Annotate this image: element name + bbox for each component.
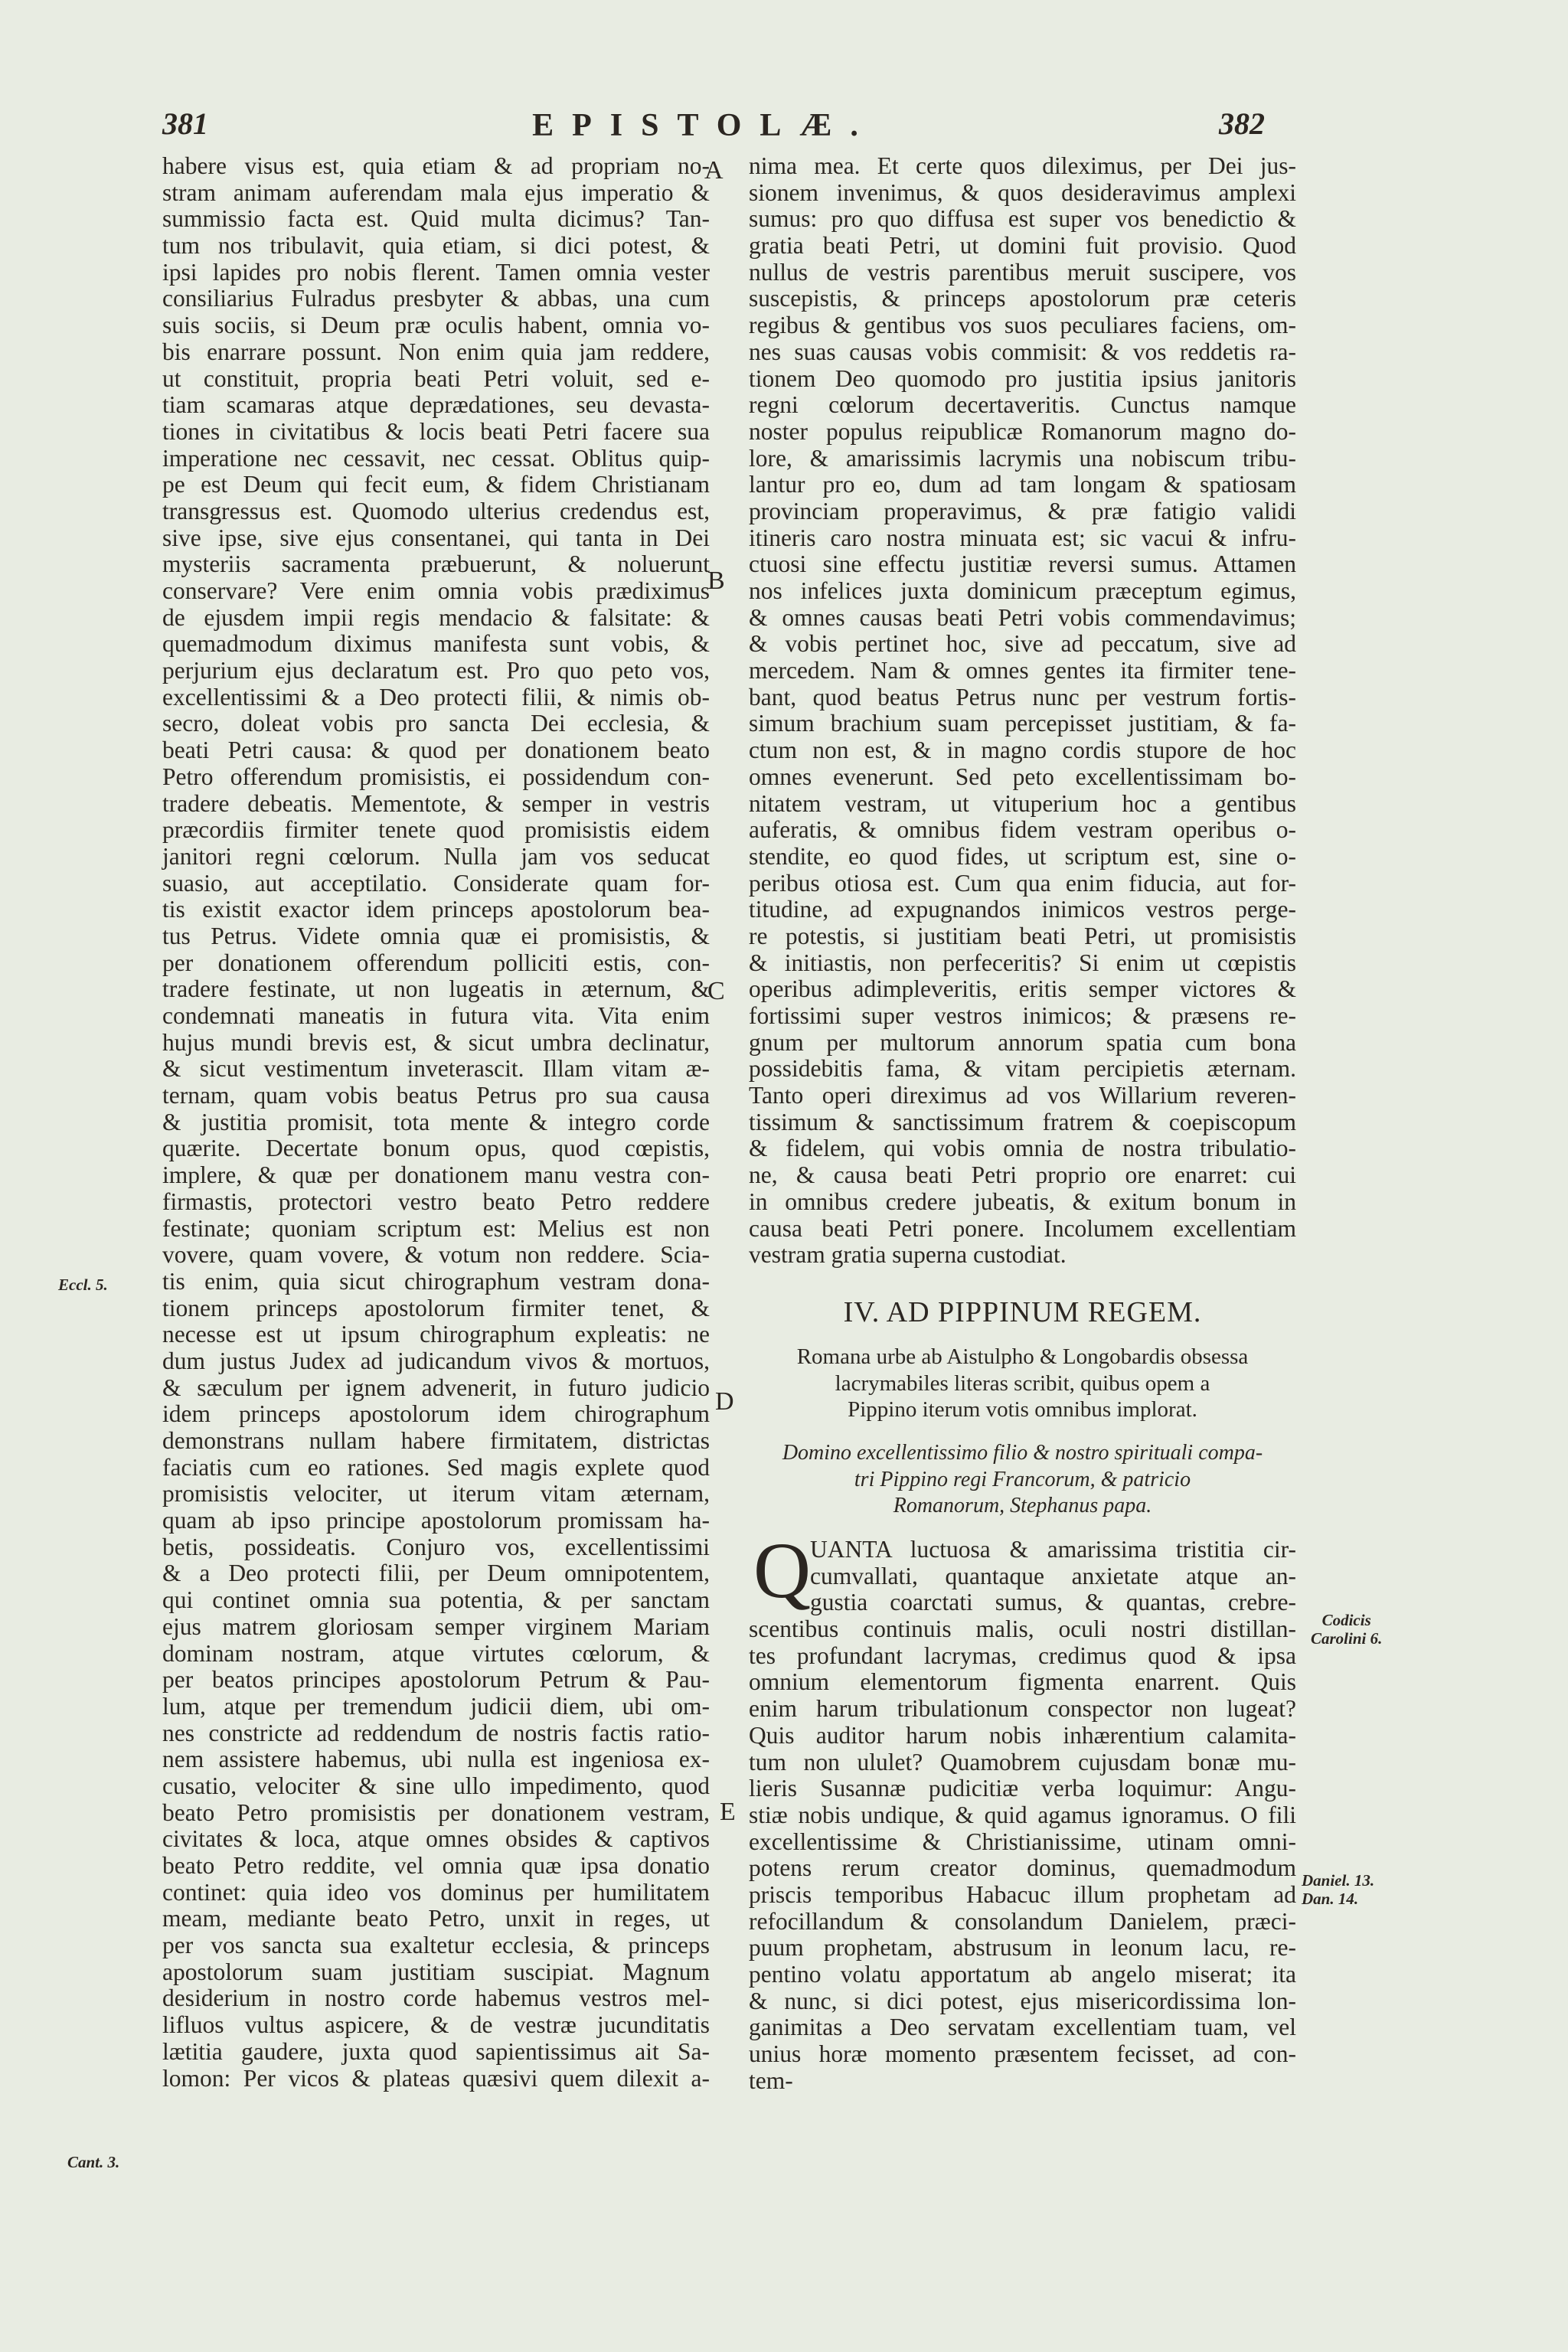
right-text-line: peribus otiosa est. Cum qua enim fiducia, aut for-: [749, 869, 1296, 897]
right-text-line: in omnibus credere jubeatis, & exitum bonum in: [749, 1187, 1296, 1215]
letter-line: scentibus continuis malis, oculi nostri distillan-: [749, 1615, 1296, 1643]
left-text-line: desiderium in nostro corde habemus vestros mel-: [162, 1984, 710, 2012]
right-column: [749, 153, 1296, 2094]
left-text-line: pe est Deum qui fecit eum, & fidem Christianam: [162, 471, 710, 498]
left-text-line: civitates & loca, atque omnes obsides & captivos: [162, 1825, 710, 1853]
letter-line: priscis temporibus Habacuc illum prophetam ad: [749, 1880, 1296, 1908]
letter-line: Quis auditor harum nobis inhærentium calamita-: [749, 1721, 1296, 1749]
right-text-line: ctum non est, & in magno cordis stupore de hoc: [749, 737, 1296, 764]
left-text-line: beato Petro promisistis per donationem vestram,: [162, 1798, 710, 1826]
left-text-line: transgressus est. Quomodo ulterius credendus est,: [162, 497, 710, 524]
letter-line: tes profundant lacrymas, credimus quod & ipsa: [749, 1642, 1296, 1669]
letter-line: unius horæ momento præsentem fecisset, ad con-: [749, 2040, 1296, 2068]
right-text-line: causa beati Petri ponere. Incolumem excellentiam: [749, 1214, 1296, 1242]
drop-cap: Q: [753, 1527, 812, 1615]
letter-line: ganimitas a Deo servatam excellentiam tuam, vel: [749, 2014, 1296, 2041]
left-text-line: beati Petri causa: & quod per donationem beato: [162, 737, 710, 764]
right-text-line: fortissimi super vestros inimicos; & præsens re-: [749, 1002, 1296, 1029]
right-text-line: nima mea. Et certe quos dileximus, per Dei jus-: [749, 152, 1296, 179]
letter-line: tem-: [749, 2066, 793, 2094]
section-heading: IV. AD PIPPINUM REGEM.: [843, 1295, 1202, 1328]
margin-note-daniel: Daniel. 13. Dan. 14.: [1302, 1871, 1375, 1908]
left-text-line: quemadmodum diximus manifesta sunt vobis, &: [162, 630, 710, 658]
margin-letter-c: C: [707, 977, 725, 1005]
left-text-line: ejus matrem gloriosam semper virginem Mariam: [162, 1612, 710, 1640]
left-text-line: tus Petrus. Videte omnia quæ ei promisistis, &: [162, 922, 710, 949]
letter-line: cumvallati, quantaque anxietate atque an-: [810, 1562, 1296, 1589]
page-number-left: 381: [162, 106, 208, 141]
letter-line: UANTA luctuosa & amarissima tristitia cir-: [810, 1536, 1296, 1563]
right-text-line: titudine, ad expugnandos inimicos vestros perge-: [749, 896, 1296, 923]
left-text-line: & sicut vestimentum inveterascit. Illam vitam æ-: [162, 1055, 710, 1083]
right-text-line: provinciam properavimus, & præ fatigio validi: [749, 497, 1296, 524]
left-text-line: dum justus Judex ad judicandum vivos & mortuos,: [162, 1347, 710, 1374]
left-text-line: excellentissimi & a Deo protecti filii, & nimis ob-: [162, 683, 710, 710]
letter-line: refocillandum & consolandum Danielem, præci-: [749, 1907, 1296, 1935]
letter-salutation: [749, 1440, 1296, 1520]
left-text-line: demonstrans nullam habere firmitatem, districtas: [162, 1427, 710, 1454]
right-text-line: & vobis pertinet hoc, sive ad peccatum, sive ad: [749, 630, 1296, 658]
left-text-line: stram animam auferendam mala ejus imperatio &: [162, 178, 710, 206]
left-text-line: bis enarrare possunt. Non enim quia jam reddere,: [162, 338, 710, 365]
letter-line: stiæ nobis undique, & quid agamus ignoramus. O fili: [749, 1801, 1296, 1828]
left-text-line: festinate; quoniam scriptum est: Melius est non: [162, 1214, 710, 1242]
left-text-line: tum nos tribulavit, quia etiam, si dici potest, &: [162, 232, 710, 260]
right-text-line: sionem invenimus, & quos desideravimus amplexi: [749, 178, 1296, 206]
left-column: [162, 153, 710, 2092]
left-text-line: quam ab ipso principe apostolorum promissam ha-: [162, 1507, 710, 1534]
left-text-line: de ejusdem impii regis mendacio & falsitate: &: [162, 603, 710, 631]
margin-letter-e: E: [720, 1798, 736, 1826]
left-text-line: condemnati maneatis in futura vita. Vita enim: [162, 1002, 710, 1029]
left-text-line: lomon: Per vicos & plateas quæsivi quem dilexit a-: [162, 2064, 710, 2092]
right-text-line: mercedem. Nam & omnes gentes ita firmiter tene-: [749, 657, 1296, 684]
letter-line: enim harum tribulationum conspector non lugeat?: [749, 1695, 1296, 1723]
right-text-line: & initiastis, non perfeceritis? Si enim ut cœpistis: [749, 949, 1296, 976]
left-text-line: firmastis, protectori vestro beato Petro reddere: [162, 1187, 710, 1215]
left-text-line: perjurium ejus declaratum est. Pro quo peto vos,: [162, 657, 710, 684]
left-text-line: betis, possideatis. Conjuro vos, excellentissimi: [162, 1533, 710, 1560]
right-column-text: [749, 153, 1296, 1269]
right-text-line: bant, quod beatus Petrus nunc per vestrum fortis-: [749, 683, 1296, 710]
left-text-line: imperatione nec cessavit, nec cessat. Oblitus quip-: [162, 444, 710, 472]
margin-letter-a: A: [704, 156, 724, 185]
page-number-right: 382: [1219, 106, 1265, 141]
letter-line: excellentissime & Christianissime, utinam omni-: [749, 1828, 1296, 1855]
right-text-line: operibus adimpleveritis, eritis semper victores &: [749, 975, 1296, 1003]
margin-letter-d: D: [715, 1387, 734, 1416]
left-text-line: hujus mundi brevis est, & sicut umbra declinatur,: [162, 1028, 710, 1056]
left-text-line: & sæculum per ignem advenerit, in futuro judicio: [162, 1374, 710, 1401]
left-text-line: promisistis velociter, ut iterum vitam æternam,: [162, 1480, 710, 1508]
running-title: EPISTOLÆ.: [532, 108, 877, 143]
right-text-line: ctuosi sine effectu justitiæ reversi sumus. Attamen: [749, 550, 1296, 578]
right-text-line: auferatis, & omnibus fidem vestram operibus o-: [749, 816, 1296, 844]
left-text-line: idem princeps apostolorum idem chirographum: [162, 1400, 710, 1428]
left-text-line: meam, mediante beato Petro, unxit in reges, ut: [162, 1905, 710, 1932]
summary-line: Pippino iterum votis omnibus implorat.: [848, 1397, 1197, 1423]
left-text-line: apostolorum suam justitiam suscipiat. Magnum: [162, 1958, 710, 1985]
left-text-line: lætitia gaudere, juxta quod sapientissimus ait Sa-: [162, 2037, 710, 2065]
left-text-line: Petro offerendum promisistis, ei possidendum con-: [162, 763, 710, 790]
right-text-line: ne, & causa beati Petri proprio ore enarret: cui: [749, 1161, 1296, 1189]
right-text-line: re potestis, si justitiam beati Petri, ut promisistis: [749, 922, 1296, 949]
left-text-line: tradere festinate, ut non lugeatis in æternum, &: [162, 975, 710, 1003]
left-text-line: quærite. Decertate bonum opus, quod cœpistis,: [162, 1135, 710, 1162]
left-text-line: necesse est ut ipsum chirographum expleatis: ne: [162, 1321, 710, 1348]
right-text-line: sumus: pro quo diffusa est super vos benedictio &: [749, 205, 1296, 233]
right-text-line: & fidelem, qui vobis omnia de nostra tribulatio-: [749, 1135, 1296, 1162]
margin-note-eccl: Eccl. 5.: [58, 1276, 108, 1294]
right-text-line: & omnes causas beati Petri vobis commendavimus;: [749, 603, 1296, 631]
right-text-line: lore, & amarissimis lacrymis una nobiscum tribu-: [749, 444, 1296, 472]
letter-line: & nunc, si dici potest, ejus misericordissima lon-: [749, 1987, 1296, 2014]
left-text-line: tradere debeatis. Mementote, & semper in vestris: [162, 789, 710, 817]
left-text-line: qui continet omnia sua potentia, & per sanctam: [162, 1586, 710, 1614]
right-text-line: nullus de vestris parentibus meruit suscipere, vos: [749, 258, 1296, 286]
left-text-line: habere visus est, quia etiam & ad propriam no-: [162, 152, 710, 179]
left-text-line: & a Deo protecti filii, per Deum omnipotentem,: [162, 1560, 710, 1587]
right-text-line: gnum per multorum annorum spatia cum bona: [749, 1028, 1296, 1056]
right-text-line: itineris caro nostra minuata est; sic vacui & infru-: [749, 524, 1296, 551]
left-text-line: lum, atque per tremendum judicii diem, ubi om-: [162, 1692, 710, 1720]
left-text-line: ipsi lapides pro nobis flerent. Tamen omnia vester: [162, 258, 710, 286]
right-text-line: nitatem vestram, ut vituperium hoc a gentibus: [749, 789, 1296, 817]
left-text-line: tis enim, quia sicut chirographum vestram dona-: [162, 1267, 710, 1295]
right-text-line: suscepistis, & princeps apostolorum præ ceteris: [749, 285, 1296, 312]
right-text-line: omnes evenerunt. Sed peto excellentissimam bo-: [749, 763, 1296, 790]
letter-line: puum prophetam, abstrusum in leonum lacu, re-: [749, 1934, 1296, 1962]
left-text-line: vovere, quam vovere, & votum non reddere. Scia-: [162, 1241, 710, 1269]
left-text-line: lifluos vultus aspicere, & de vestræ jucunditatis: [162, 2011, 710, 2039]
letter-line: lieris Susannæ pudicitiæ verba loquimur: Angu-: [749, 1775, 1296, 1802]
right-text-line: simum brachium suam percepisset justitiam, & fa-: [749, 710, 1296, 737]
left-text-line: tionem princeps apostolorum firmiter tenet, &: [162, 1294, 710, 1321]
left-text-line: tiones in civitatibus & locis beati Petri facere sua: [162, 417, 710, 445]
left-text-line: dominam nostram, atque virtutes cœlorum, &: [162, 1639, 710, 1667]
left-text-line: beato Petro reddite, vel omnia quæ ipsa donatio: [162, 1852, 710, 1879]
right-text-line: nes suas causas vobis commisit: & vos reddetis ra-: [749, 338, 1296, 365]
left-text-line: ut constituit, propria beati Petri voluit, sed e-: [162, 364, 710, 392]
left-text-line: tiam scamaras atque deprædationes, seu devasta-: [162, 391, 710, 419]
right-text-line: nos infelices juxta dominicum præceptum egimus,: [749, 577, 1296, 604]
left-text-line: nes constricte ad reddendum de nostris factis ratio-: [162, 1719, 710, 1746]
left-text-line: per beatos principes apostolorum Petrum & Pau-: [162, 1666, 710, 1694]
right-text-line: possidebitis fama, & vitam percipietis æternam.: [749, 1055, 1296, 1083]
left-text-line: præcordiis firmiter tenete quod promisistis eidem: [162, 816, 710, 844]
salutation-line: Romanorum, Stephanus papa.: [893, 1494, 1152, 1518]
right-text-line: Tanto operi direximus ad vos Willarium reveren-: [749, 1082, 1296, 1109]
left-text-line: implere, & quæ per donationem manu vestra con-: [162, 1161, 710, 1189]
left-text-line: & justitia promisit, tota mente & integro corde: [162, 1108, 710, 1135]
right-text-line: stendite, eo quod fides, ut scriptum est, sine o-: [749, 842, 1296, 870]
left-text-line: ternam, quam vobis beatus Petrus pro sua causa: [162, 1082, 710, 1109]
letter-line: pentino volatu apportatum ab angelo miserat; ita: [749, 1961, 1296, 1988]
margin-note-cant: Cant. 3.: [67, 2153, 120, 2171]
left-text-line: suasio, aut acceptilatio. Considerate quam for-: [162, 869, 710, 897]
left-text-line: tis existit exactor idem princeps apostolorum bea-: [162, 896, 710, 923]
letter-line: gustia coarctati sumus, & quantas, crebre-: [810, 1589, 1296, 1616]
letter-line: tum non ululet? Quamobrem cujusdam bonæ mu-: [749, 1748, 1296, 1775]
left-text-line: per vos sancta sua exaltetur ecclesia, & princeps: [162, 1932, 710, 1959]
left-text-line: conservare? Vere enim omnia vobis prædiximus: [162, 577, 710, 604]
left-text-line: nem assistere habemus, ubi nulla est ingeniosa ex-: [162, 1746, 710, 1773]
left-text-line: per donationem offerendum polliciti estis, con-: [162, 949, 710, 976]
right-text-line: lantur pro eo, dum ad tam longam & spatiosam: [749, 471, 1296, 498]
right-text-line: gratia beati Petri, ut domini fuit provisio. Quod: [749, 232, 1296, 260]
left-text-line: consiliarius Fulradus presbyter & abbas, una cum: [162, 285, 710, 312]
left-text-line: sive ipse, sive ejus consentanei, qui tanta in Dei: [162, 524, 710, 551]
letter-line: omnium elementorum figmenta enarrent. Quis: [749, 1668, 1296, 1696]
salutation-line: Domino excellentissimo filio & nostro spirituali compa-: [782, 1440, 1263, 1465]
summary-line: lacrymabiles literas scribit, quibus opem a: [835, 1370, 1210, 1396]
left-text-line: suis sociis, si Deum præ oculis habent, omnia vo-: [162, 312, 710, 339]
letter-body: [749, 1527, 1296, 2094]
right-text-line: tionem Deo quomodo pro justitia ipsius janitoris: [749, 364, 1296, 392]
left-text-line: janitori regni cœlorum. Nulla jam vos seducat: [162, 842, 710, 870]
letter-summary: [749, 1344, 1296, 1423]
right-text-line: regni cœlorum decertaveritis. Cunctus namque: [749, 391, 1296, 419]
left-text-line: secro, doleat vobis pro sancta Dei ecclesia, &: [162, 710, 710, 737]
margin-note-codicis: Codicis Carolini 6.: [1311, 1611, 1383, 1648]
right-text-line: noster populus reipublicæ Romanorum magno do-: [749, 417, 1296, 445]
right-text-line: tissimum & sanctissimum fratrem & coepiscopum: [749, 1108, 1296, 1135]
left-text-line: cusatio, velociter & sine ullo impedimento, quod: [162, 1772, 710, 1799]
right-text-line: regibus & gentibus vos suos peculiares faciens, om-: [749, 312, 1296, 339]
margin-letter-b: B: [707, 567, 725, 595]
left-text-line: summissio facta est. Quid multa dicimus? Tan-: [162, 205, 710, 233]
summary-line: Romana urbe ab Aistulpho & Longobardis obsessa: [796, 1344, 1249, 1369]
salutation-line: tri Pippino regi Francorum, & patricio: [854, 1467, 1191, 1491]
right-text-line: vestram gratia superna custodiat.: [749, 1241, 1067, 1269]
left-text-line: continet: quia ideo vos dominus per humilitatem: [162, 1878, 710, 1906]
letter-line: potens rerum creator dominus, quemadmodum: [749, 1854, 1296, 1882]
left-text-line: faciatis cum eo rationes. Sed magis explete quod: [162, 1453, 710, 1481]
left-text-line: mysteriis sacramenta præbuerunt, & noluerunt: [162, 550, 710, 578]
